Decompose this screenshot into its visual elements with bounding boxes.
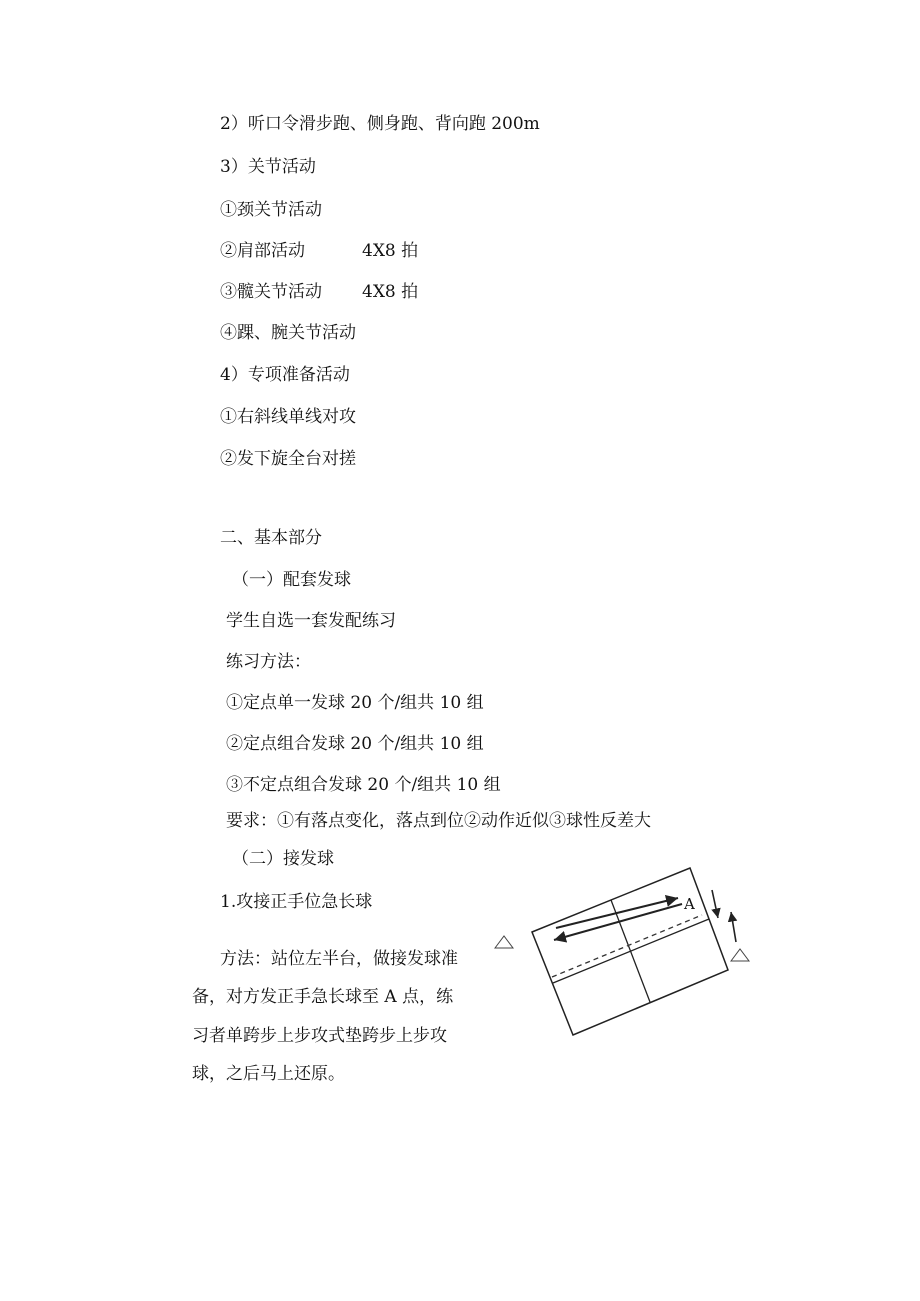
text-line: ③髋关节活动 <box>220 282 322 302</box>
beat-count: 4X8 拍 <box>362 241 419 261</box>
beat-count: 4X8 拍 <box>362 282 419 302</box>
method-line: 球，之后马上还原。 <box>192 1064 345 1084</box>
subsection-heading: （二）接发球 <box>232 849 334 869</box>
requirement-line: 要求：①有落点变化，落点到位②动作近似③球性反差大 <box>226 811 651 831</box>
text-line: 练习方法： <box>226 652 311 672</box>
method-line: 方法：站位左半台，做接发球准 <box>220 949 458 969</box>
text-line: ④踝、腕关节活动 <box>220 323 356 343</box>
method-line: 习者单跨步上步攻式垫跨步上步攻 <box>192 1026 447 1046</box>
point-label: A <box>684 895 695 913</box>
table-tennis-diagram <box>490 860 760 1050</box>
text-line: 4）专项准备活动 <box>220 365 350 385</box>
serve-arrow <box>556 898 678 928</box>
player-triangle-left <box>495 936 513 948</box>
subsection-heading: （一）配套发球 <box>232 570 351 590</box>
text-line: ③不定点组合发球 20 个/组共 10 组 <box>226 775 501 795</box>
section-heading: 二、基本部分 <box>220 528 322 548</box>
text-line: 1.攻接正手位急长球 <box>220 892 373 912</box>
net-line <box>553 919 709 983</box>
text-line: 3）关节活动 <box>220 157 316 177</box>
step-back-arrow <box>712 890 718 918</box>
step-forward-arrow <box>731 912 736 942</box>
text-line: ①右斜线单线对攻 <box>220 407 356 427</box>
text-line: ②肩部活动 <box>220 241 305 261</box>
method-line: 备，对方发正手急长球至 A 点，练 <box>192 987 454 1007</box>
text-line: ①定点单一发球 20 个/组共 10 组 <box>226 693 484 713</box>
text-line: 学生自选一套发配练习 <box>226 611 396 631</box>
player-triangle-right <box>731 949 749 961</box>
text-line: ②发下旋全台对搓 <box>220 449 356 469</box>
text-line: ②定点组合发球 20 个/组共 10 组 <box>226 734 484 754</box>
return-arrow <box>554 904 682 940</box>
text-line: ①颈关节活动 <box>220 200 322 220</box>
text-line: 2）听口令滑步跑、侧身跑、背向跑 200m <box>220 114 540 134</box>
